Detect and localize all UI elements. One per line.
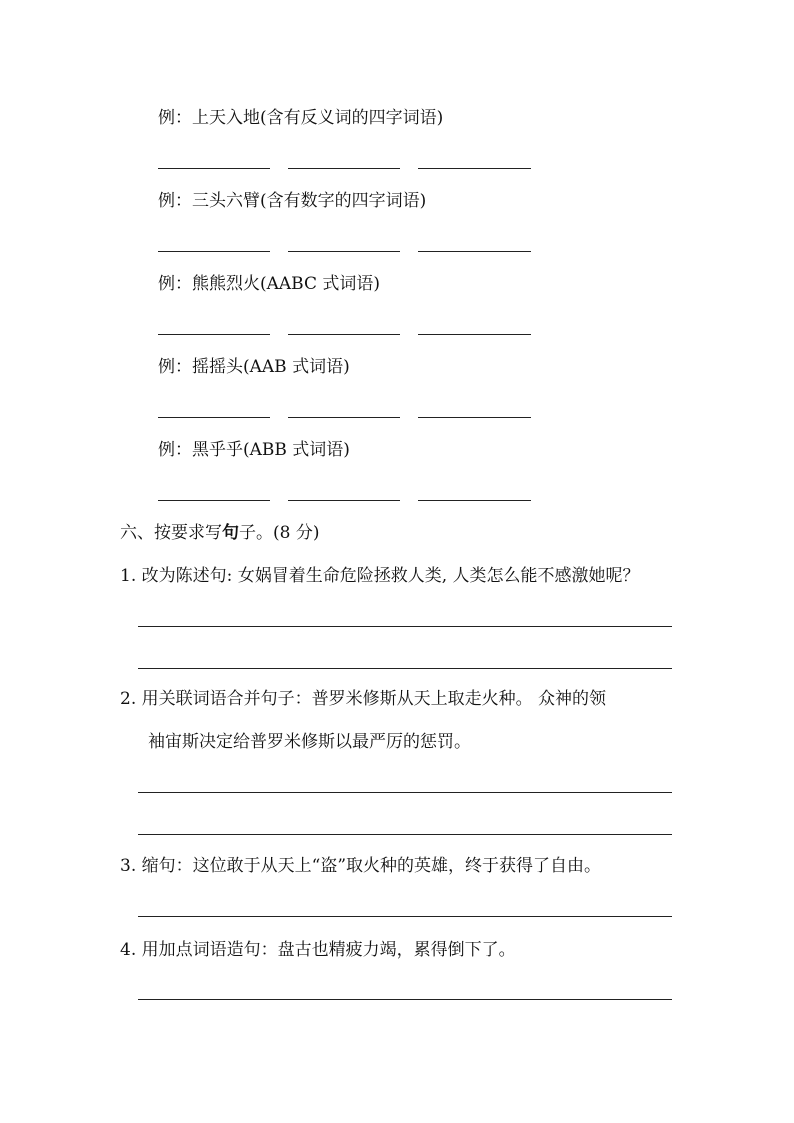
example-prompt-aabc-words: 例：熊熊烈火(AABC 式词语) xyxy=(158,274,381,294)
question-3-text: 3. 缩句：这位敢于从天上“盗”取火种的英雄，终于获得了自由。 xyxy=(120,856,602,876)
answer-line[interactable] xyxy=(138,916,672,917)
example-prompt-aab-words: 例：摇摇头(AAB 式词语) xyxy=(158,357,350,377)
section-title-emphasis: 句 xyxy=(222,523,239,543)
example-prompt-number-idioms: 例：三头六臂(含有数字的四字词语) xyxy=(158,191,427,211)
answer-blank[interactable] xyxy=(158,251,270,252)
answer-blank[interactable] xyxy=(418,500,531,501)
section-title-prefix: 六、按要求写 xyxy=(120,523,222,543)
answer-line[interactable] xyxy=(138,626,672,627)
section-title-suffix: 子。(8 分) xyxy=(239,523,320,543)
answer-blank[interactable] xyxy=(288,251,400,252)
question-2-text-line2: 袖宙斯决定给普罗米修斯以最严厉的惩罚。 xyxy=(148,732,471,752)
answer-blank[interactable] xyxy=(158,417,270,418)
answer-line[interactable] xyxy=(138,999,672,1000)
answer-blank[interactable] xyxy=(418,251,531,252)
question-1-text: 1. 改为陈述句: 女娲冒着生命危险拯救人类, 人类怎么能不感激她呢？ xyxy=(120,566,640,586)
answer-blank[interactable] xyxy=(288,500,400,501)
answer-blank[interactable] xyxy=(418,417,531,418)
section-title xyxy=(120,522,319,544)
answer-blank[interactable] xyxy=(288,168,400,169)
question-2-text-line1: 2. 用关联词语合并句子：普罗米修斯从天上取走火种。 众神的领 xyxy=(120,689,607,709)
answer-line[interactable] xyxy=(138,834,672,835)
answer-blank[interactable] xyxy=(288,417,400,418)
answer-blank[interactable] xyxy=(418,168,531,169)
answer-blank[interactable] xyxy=(158,334,270,335)
answer-blank[interactable] xyxy=(418,334,531,335)
question-4-text: 4. 用加点词语造句：盘古也精疲力竭，累得倒下了。 xyxy=(120,940,516,960)
example-prompt-abb-words: 例：黑乎乎(ABB 式词语) xyxy=(158,440,350,460)
answer-line[interactable] xyxy=(138,792,672,793)
answer-blank[interactable] xyxy=(288,334,400,335)
answer-blank[interactable] xyxy=(158,168,270,169)
answer-blank[interactable] xyxy=(158,500,270,501)
answer-line[interactable] xyxy=(138,668,672,669)
example-prompt-antonym-idioms: 例：上天入地(含有反义词的四字词语) xyxy=(158,108,444,128)
